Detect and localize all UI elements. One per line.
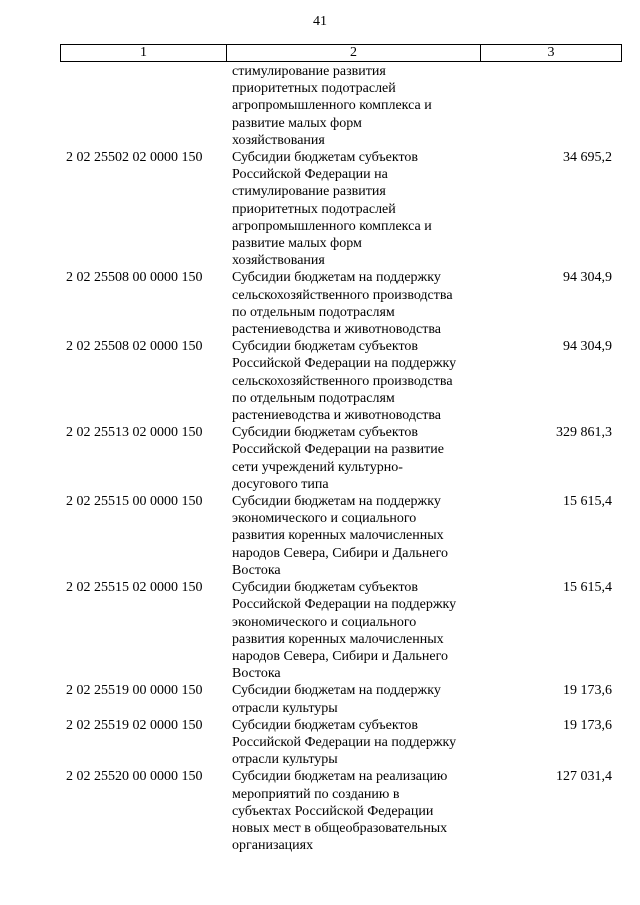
row-code: 2 02 25520 00 0000 150	[66, 769, 203, 785]
table-row	[60, 579, 622, 682]
page-number: 41	[313, 14, 327, 29]
row-code: 2 02 25515 00 0000 150	[66, 494, 203, 510]
row-name: Субсидии бюджетам субъектов Российской Федерации на поддержку отрасли культуры	[232, 717, 457, 768]
row-name: стимулирование развития приоритетных подотраслей агропромышленного комплекса и развитие малых форм хозяйствования	[232, 64, 432, 148]
row-name: Субсидии бюджетам на поддержку экономического и социального развития коренных малочисленных народов Севера, Сибири и Дальнего Востока	[232, 494, 449, 578]
row-amount: 34 695,2	[563, 150, 612, 166]
row-amount: 329 861,3	[556, 425, 612, 441]
row-amount: 15 615,4	[563, 580, 612, 596]
table-row	[60, 768, 622, 854]
row-name: Субсидии бюджетам субъектов Российской Федерации на развитие сети учреждений культурно- досугового типа	[232, 425, 444, 492]
row-name: Субсидии бюджетам на поддержку отрасли культуры	[232, 683, 441, 716]
row-name: Субсидии бюджетам субъектов Российской Федерации на поддержку экономического и социального развития коренных малочисленных народов Севера, Сибири и Дальнего Востока	[232, 580, 457, 682]
row-amount: 15 615,4	[563, 494, 612, 510]
row-amount: 127 031,4	[556, 769, 612, 785]
row-name: Субсидии бюджетам на поддержку сельскохозяйственного производства по отдельным подотраслям растениеводства и животноводства	[232, 270, 453, 338]
row-code: 2 02 25519 02 0000 150	[66, 717, 203, 733]
table-header	[60, 44, 622, 62]
table-row	[60, 493, 622, 579]
table-row	[60, 717, 622, 769]
table-body	[60, 63, 622, 854]
table-row	[60, 149, 622, 269]
row-amount: 19 173,6	[563, 717, 612, 733]
column-header-2: 2	[227, 45, 481, 61]
row-code: 2 02 25513 02 0000 150	[66, 425, 203, 441]
row-amount: 94 304,9	[563, 339, 612, 355]
table-row	[60, 682, 622, 716]
table-row	[60, 424, 622, 493]
table-row	[60, 338, 622, 424]
table-row-continuation	[60, 63, 622, 149]
column-header-3: 3	[547, 45, 555, 60]
row-code: 2 02 25508 02 0000 150	[66, 339, 203, 355]
row-code: 2 02 25508 00 0000 150	[66, 270, 203, 286]
row-code: 2 02 25515 02 0000 150	[66, 580, 203, 596]
row-code: 2 02 25519 00 0000 150	[66, 683, 203, 699]
table-row	[60, 269, 622, 338]
row-amount: 94 304,9	[563, 270, 612, 286]
row-name: Субсидии бюджетам на реализацию мероприятий по созданию в субъектах Российской Федерации новых мест в общеобразовательных организациях	[232, 769, 448, 854]
row-name: Субсидии бюджетам субъектов Российской Федерации на поддержку сельскохозяйственного производства по отдельным подотраслям растениеводства и животноводства	[232, 339, 457, 424]
row-code: 2 02 25502 02 0000 150	[66, 150, 203, 166]
column-header-1: 1	[61, 45, 227, 61]
row-name: Субсидии бюджетам субъектов Российской Федерации на стимулирование развития приоритетных подотраслей агропромышленного комплекса и развитие малых форм хозяйствования	[232, 150, 432, 269]
row-amount: 19 173,6	[563, 683, 612, 699]
